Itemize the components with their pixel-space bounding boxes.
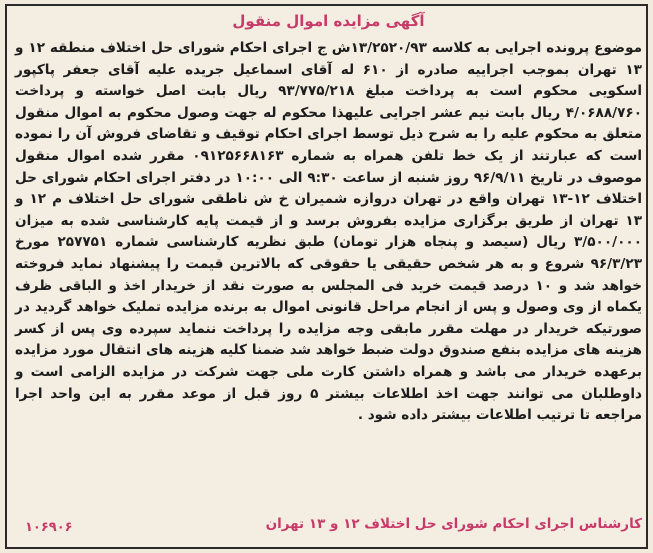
notice-title: آگهی مزایده اموال منقول — [232, 12, 425, 30]
notice-footer — [15, 516, 642, 544]
notice-body: موضوع پرونده اجرایی به کلاسه ۱۳/۲۵۲۰/۹۳ش ج اجرای احکام شورای حل اختلاف منطقه ۱۲ و ۱۳ تهران بموجب اجراییه صادره از ۶۱۰ له آقای اسماعیل جریده علیه آقای جعفر پاکپور اسکویی محکوم است به پرداخت مبلغ ۹۳/۷۷۵/۲۱۸ ریال بابت اصل خواسته و پرداخت ۴/۰۶۸۸/۷۶۰ ریال بابت نیم عشر اجرایی علیهذا محکوم له جهت وصول محکوم به اموال منقول متعلق به محکوم علیه را به شرح ذیل توسط اجرای احکام توقیف و تقاضای فروش آن را نموده است که عبارتند از یک خط تلفن همراه به شماره ۰۹۱۲۵۶۶۸۱۶۳ مقرر شده اموال منقول موصوف در تاریخ ۹۶/۹/۱۱ روز شنبه از ساعت ۹:۳۰ الی ۱۰:۰۰ در دفتر اجرای احکام شورای حل اختلاف ۱۲-۱۳ تهران واقع در تهران دروازه شمیران خ ش ناطقی شورای حل اختلاف م ۱۲ و ۱۳ تهران از طریق برگزاری مزایده بفروش برسد و از قیمت پایه کارشناسی شده به میزان ۳/۵۰۰/۰۰۰ ریال (سیصد و پنجاه هزار تومان) طبق نظریه کارشناسی شماره ۲۵۷۷۵۱ مورخ ۹۶/۳/۲۳ شروع و به هر شخص حقیقی یا حقوقی که بالاترین قیمت را پیشنهاد نماید فروخته خواهد شد و ۱۰ درصد قیمت خرید فی المجلس به صورت نقد از خریدار اخذ و الباقی ظرف یکماه از وی وصول و پس از انجام مراحل قانونی اموال به برنده مزایده تملیک خواهد گردید در صورتیکه خریدار در مهلت مقرر مابقی وجه مزایده را پرداخت ننماید سپرده وی پس از کسر هزینه های مزایده بنفع صندوق دولت ضبط خواهد شد ضمنا کلیه هزینه های انتقال مورد مزایده برعهده خریدار می باشد و همراه داشتن کارت ملی جهت شرکت در مزایده الزامی است و داوطلبان می توانند جهت اخذ اطلاعات بیشتر ۵ روز قبل از موعد مقرر به این واحد اجرا مراجعه تا ترتیب اطلاعات بیشتر داده شود . — [15, 40, 643, 424]
ad-code: ۱۰۶۹۰۶ — [25, 520, 73, 535]
notice-signature: کارشناس اجرای احکام شورای حل اختلاف ۱۲ و ۱۳ تهران — [265, 516, 642, 532]
notice-frame — [5, 4, 648, 549]
